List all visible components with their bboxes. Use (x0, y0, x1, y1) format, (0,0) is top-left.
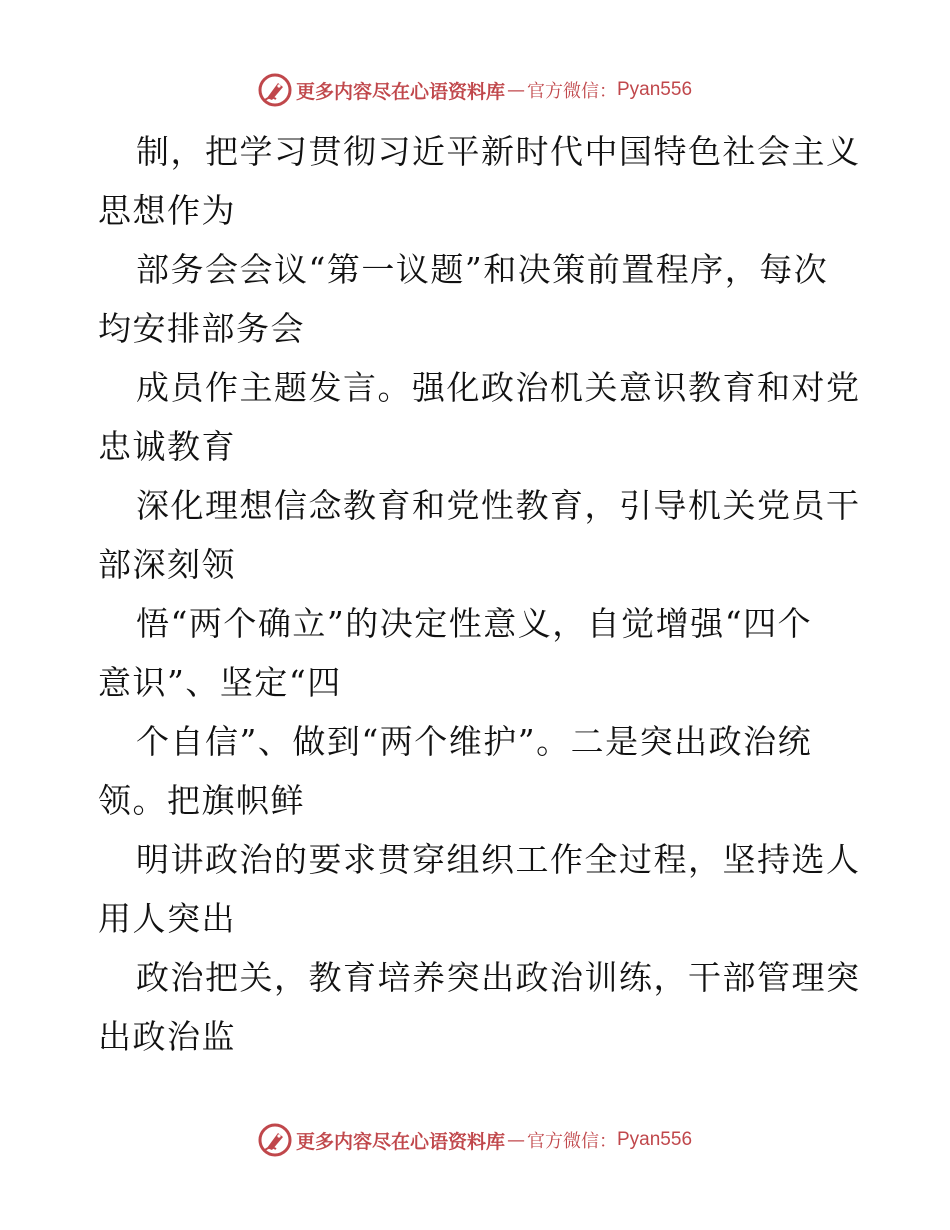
document-body (98, 122, 861, 1066)
body-line: 部深刻领 (98, 545, 236, 584)
body-line: 出政治监 (98, 1017, 236, 1056)
footer-brand-text: 更多内容尽在心语资料库 (295, 1130, 505, 1153)
body-line: 制，把学习贯彻习近平新时代中国特色社会主义 (136, 132, 861, 171)
body-line: 政治把关，教育培养突出政治训练，干部管理突 (136, 958, 861, 997)
body-line: 明讲政治的要求贯穿组织工作全过程，坚持选人 (136, 840, 861, 879)
body-line: 思想作为 (98, 191, 236, 230)
body-line: 深化理想信念教育和党性教育，引导机关党员干 (136, 486, 861, 525)
pen-nib-logo-icon (258, 1123, 292, 1157)
footer-official-label: 官方微信： (527, 1131, 617, 1152)
header-wechat-id: Pyan556 (617, 79, 693, 100)
body-line: 悟“两个确立”的决定性意义，自觉增强“四个 (136, 604, 813, 643)
pen-nib-logo-icon (258, 73, 292, 107)
body-line: 部务会会议“第一议题”和决策前置程序，每次 (136, 250, 829, 289)
body-line: 领。把旗帜鲜 (98, 781, 305, 820)
body-line: 意识”、坚定“四 (98, 663, 342, 702)
footer-separator: — (507, 1129, 525, 1151)
body-line: 均安排部务会 (98, 309, 305, 348)
body-line: 用人突出 (98, 899, 236, 938)
header-separator: — (507, 79, 525, 101)
body-line: 个自信”、做到“两个维护”。二是突出政治统 (136, 722, 813, 761)
header-watermark (0, 68, 950, 112)
footer-wechat-id: Pyan556 (617, 1129, 693, 1150)
body-line: 成员作主题发言。强化政治机关意识教育和对党 (136, 368, 861, 407)
body-line: 忠诚教育 (98, 427, 236, 466)
footer-watermark (0, 1118, 950, 1162)
header-brand-text: 更多内容尽在心语资料库 (295, 80, 505, 103)
header-official-label: 官方微信： (527, 81, 617, 102)
